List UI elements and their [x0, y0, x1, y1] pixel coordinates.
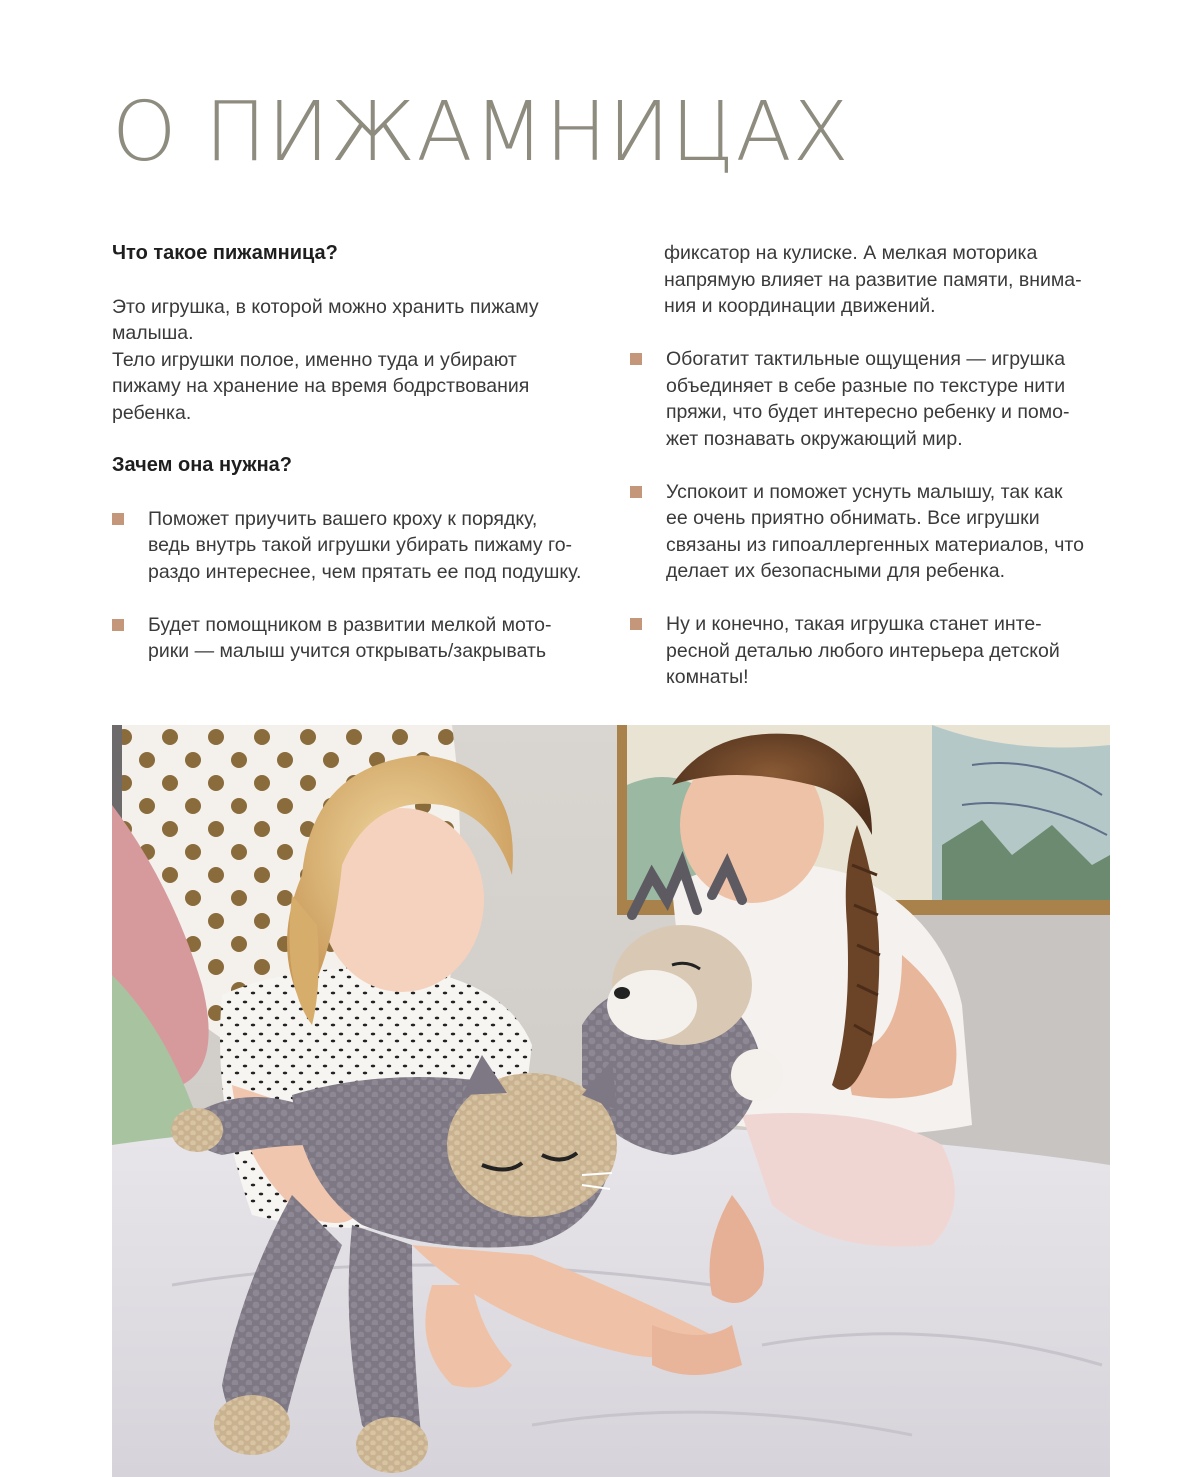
- text-line: фиксатор на кулиске. А мелкая моторика: [664, 242, 1038, 264]
- text-line: связаны из гипоаллергенных материалов, что: [666, 533, 1084, 556]
- text-line: ния и координации движений.: [664, 295, 936, 317]
- square-bullet-icon: [630, 353, 642, 365]
- text-line: ресной деталью любого интерьера детской: [666, 639, 1060, 662]
- text-line: Обогатит тактильные ощущения — игрушка: [666, 348, 1066, 370]
- text-line: пряжи, что будет интересно ребенку и помо-: [666, 401, 1070, 423]
- continued-paragraph: [630, 240, 1115, 320]
- square-bullet-icon: [630, 618, 642, 630]
- list-item: [630, 346, 1115, 452]
- text-line: пижаму на хранение на время бодрствования: [112, 375, 530, 397]
- text-line: комнаты!: [666, 666, 749, 688]
- square-bullet-icon: [112, 513, 124, 525]
- text-line: жет познавать окружающий мир.: [666, 427, 963, 450]
- text-line: объединяет в себе разные по текстуре нити: [666, 374, 1066, 397]
- section-heading-what-is: Что такое пижамница?: [112, 242, 338, 264]
- list-item: [112, 506, 597, 586]
- text-line: Это игрушка, в которой можно хранить пижаму: [112, 295, 539, 318]
- text-line: раздо интереснее, чем прятать ее под подушку.: [148, 560, 582, 583]
- list-item: [112, 612, 597, 665]
- text-line: рики — малыш учится открывать/закрывать: [148, 640, 547, 662]
- benefits-list-right: [630, 346, 1115, 691]
- photo-girls-with-toys: [112, 725, 1110, 1477]
- text-line: Тело игрушки полое, именно туда и убирают: [112, 348, 517, 371]
- benefits-list-left: [112, 506, 597, 665]
- list-item: [630, 611, 1115, 691]
- text-line: Поможет приучить вашего кроху к порядку,: [148, 507, 538, 530]
- text-line: малыша.: [112, 322, 194, 344]
- text-line: ее очень приятно обнимать. Все игрушки: [666, 507, 1040, 529]
- section-heading-why: Зачем она нужна?: [112, 454, 292, 476]
- text-line: Ну и конечно, такая игрушка станет инте-: [666, 613, 1042, 635]
- text-line: ведь внутрь такой игрушки убирать пижаму го-: [148, 534, 573, 556]
- text-line: Будет помощником в развитии мелкой мото-: [148, 613, 552, 636]
- intro-paragraph: [112, 294, 597, 427]
- list-item: [630, 479, 1115, 585]
- page-title: О ПИЖАМНИЦАХ: [112, 85, 850, 180]
- photo-illustration: [112, 725, 1110, 1477]
- left-column: [112, 240, 597, 691]
- square-bullet-icon: [630, 486, 642, 498]
- right-column: [630, 240, 1115, 717]
- square-bullet-icon: [112, 619, 124, 631]
- text-line: Успокоит и поможет уснуть малышу, так как: [666, 480, 1063, 503]
- text-line: делает их безопасными для ребенка.: [666, 560, 1005, 582]
- text-line: ребенка.: [112, 401, 192, 424]
- text-line: напрямую влияет на развитие памяти, внима-: [664, 268, 1082, 291]
